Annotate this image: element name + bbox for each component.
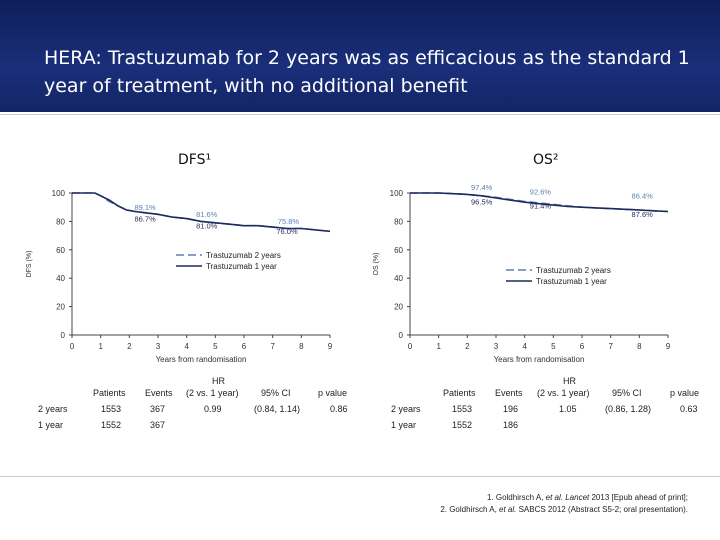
- os-x-tick-label: 3: [493, 342, 499, 351]
- os-x-axis-label: Years from randomisation: [493, 355, 585, 364]
- os-data-label: 96.5%: [471, 197, 493, 207]
- os-legend-label: Trastuzumab 1 year: [536, 277, 607, 286]
- os-x-tick-label: 4: [522, 342, 527, 351]
- os-x-tick-label: 6: [579, 342, 585, 351]
- dfs-data-label: 86.7%: [134, 214, 156, 224]
- dfs-x-tick-label: 3: [155, 342, 161, 351]
- footnote-2-etal: et al.: [499, 505, 517, 514]
- os-ci-header: 95% CI: [612, 388, 642, 398]
- dfs-row-label: 2 years: [38, 404, 68, 414]
- dfs-x-tick-label: 2: [127, 342, 132, 351]
- os-x-tick-label: 2: [465, 342, 470, 351]
- dfs-x-axis-label: Years from randomisation: [155, 355, 247, 364]
- os-row-p: 0.63: [680, 404, 698, 414]
- dfs-x-tick-label: 7: [270, 342, 275, 351]
- os-row-label: 1 year: [391, 420, 417, 430]
- os-data-label: 92.6%: [529, 187, 552, 197]
- dfs-row-p: 0.86: [330, 404, 348, 414]
- dfs-data-label: 81.6%: [196, 210, 218, 220]
- os-row-patients: 1552: [452, 420, 473, 430]
- os-x-tick-label: 0: [407, 342, 413, 351]
- footnote-1-journal: et al. Lancet: [545, 493, 590, 502]
- os-y-tick-label: 0: [398, 331, 403, 340]
- os-y-tick-label: 60: [394, 245, 403, 255]
- os-legend-label: Trastuzumab 2 years: [536, 266, 611, 275]
- os-data-label: 86.4%: [631, 191, 653, 201]
- dfs-x-tick-label: 9: [327, 342, 333, 351]
- os-chart-title: OS²: [533, 152, 559, 168]
- dfs-hr-subheader: (2 vs. 1 year): [186, 388, 239, 398]
- dfs-row-ci: (0.84, 1.14): [254, 404, 301, 414]
- dfs-x-tick-label: 0: [69, 342, 75, 351]
- dfs-row-hr: 0.99: [204, 404, 222, 414]
- dfs-data-label: 81.0%: [196, 221, 218, 231]
- os-row-label: 2 years: [391, 404, 421, 414]
- footer-divider: [0, 476, 720, 477]
- os-patients-header: Patients: [443, 388, 476, 398]
- footnote-2-details: SABCS 2012 (Abstract S5-2; oral presentation).: [516, 505, 688, 514]
- os-y-tick-label: 20: [394, 302, 403, 312]
- os-hr-subheader: (2 vs. 1 year): [537, 388, 590, 398]
- dfs-x-tick-label: 4: [184, 342, 189, 351]
- os-y-tick-label: 100: [389, 189, 403, 198]
- os-row-events: 186: [503, 420, 519, 430]
- os-data-label: 97.4%: [471, 183, 493, 193]
- footnote-1-authors: 1. Goldhirsch A,: [486, 493, 546, 502]
- os-x-tick-label: 8: [637, 342, 642, 351]
- dfs-data-label: 76.0%: [276, 227, 298, 237]
- os-x-tick-label: 1: [436, 342, 441, 351]
- os-y-tick-label: 40: [394, 274, 403, 284]
- dfs-legend-label: Trastuzumab 1 year: [206, 262, 277, 271]
- os-x-tick-label: 5: [551, 342, 556, 351]
- dfs-x-tick-label: 8: [299, 342, 304, 351]
- os-p-header: p value: [670, 388, 700, 398]
- os-y-axis-label: OS (%): [373, 252, 380, 276]
- dfs-y-tick-label: 0: [60, 331, 65, 340]
- dfs-data-label: 75.8%: [277, 217, 300, 227]
- dfs-ci-header: 95% CI: [261, 388, 291, 398]
- os-row-hr: 1.05: [559, 404, 577, 414]
- dfs-y-tick-label: 100: [51, 189, 65, 198]
- os-data-label: 91.4%: [529, 201, 552, 211]
- dfs-row-patients: 1552: [101, 420, 122, 430]
- dfs-row-label: 1 year: [38, 420, 64, 430]
- footnote-1: [268, 492, 688, 504]
- os-row-ci: (0.86, 1.28): [605, 404, 652, 414]
- footnote-2: [268, 504, 688, 516]
- dfs-row-events: 367: [150, 420, 166, 430]
- slide-title: HERA: Trastuzumab for 2 years was as efficacious as the standard 1 year of treatment, with no additional benefit: [44, 47, 690, 97]
- os-x-tick-label: 7: [608, 342, 613, 351]
- os-hr-header: HR: [563, 376, 576, 386]
- dfs-chart-title: DFS¹: [178, 152, 212, 168]
- dfs-row-events: 367: [150, 404, 166, 414]
- dfs-y-tick-label: 80: [56, 217, 65, 227]
- os-data-label: 87.6%: [631, 210, 653, 220]
- dfs-x-tick-label: 1: [98, 342, 103, 351]
- dfs-data-label: 89.1%: [134, 203, 156, 213]
- dfs-y-axis-label: DFS (%): [26, 250, 33, 278]
- dfs-patients-header: Patients: [93, 388, 126, 398]
- dfs-y-tick-label: 40: [56, 274, 65, 284]
- footnotes: [268, 492, 688, 516]
- dfs-events-header: Events: [145, 388, 173, 398]
- os-events-header: Events: [495, 388, 523, 398]
- footnote-2-authors: 2. Goldhirsch A,: [440, 505, 500, 514]
- dfs-legend-label: Trastuzumab 2 years: [206, 251, 281, 260]
- dfs-row-patients: 1553: [101, 404, 122, 414]
- dfs-x-tick-label: 6: [241, 342, 247, 351]
- footnote-1-details: 2013 [Epub ahead of print];: [589, 493, 688, 502]
- os-row-events: 196: [503, 404, 519, 414]
- os-x-tick-label: 9: [665, 342, 671, 351]
- dfs-hr-header: HR: [212, 376, 225, 386]
- dfs-x-tick-label: 5: [213, 342, 218, 351]
- dfs-y-tick-label: 60: [56, 245, 65, 255]
- dfs-p-header: p value: [318, 388, 348, 398]
- dfs-y-tick-label: 20: [56, 302, 65, 312]
- os-y-tick-label: 80: [394, 217, 403, 227]
- os-row-patients: 1553: [452, 404, 473, 414]
